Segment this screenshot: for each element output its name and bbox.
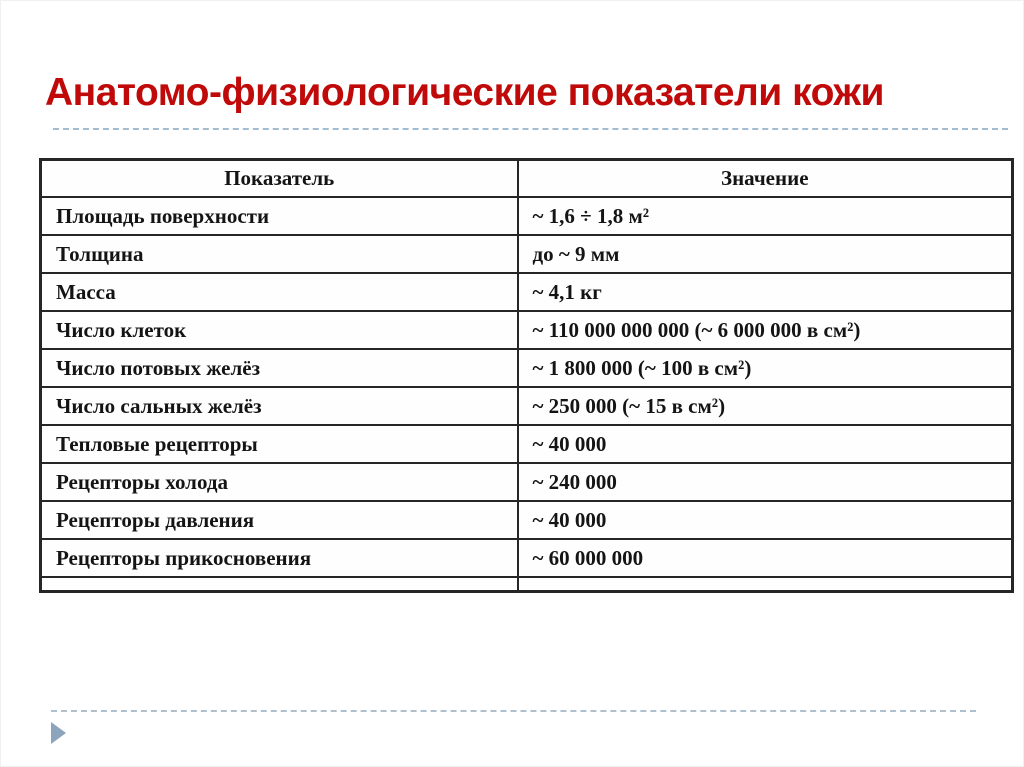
value-cell: ~ 1 800 000 (~ 100 в см²) [518, 349, 1013, 387]
indicator-cell: Тепловые рецепторы [41, 425, 518, 463]
value-cell: до ~ 9 мм [518, 235, 1013, 273]
indicator-cell: Число клеток [41, 311, 518, 349]
value-cell: ~ 4,1 кг [518, 273, 1013, 311]
indicator-cell: Число потовых желёз [41, 349, 518, 387]
value-cell: ~ 240 000 [518, 463, 1013, 501]
play-triangle-icon [51, 722, 66, 744]
indicator-cell: Рецепторы прикосновения [41, 539, 518, 577]
table-row [41, 539, 1013, 577]
skin-indicators-table [39, 158, 1014, 593]
table-row [41, 463, 1013, 501]
value-cell: ~ 40 000 [518, 501, 1013, 539]
footer-dashed-divider [51, 710, 976, 712]
column-header-value: Значение [518, 160, 1013, 198]
value-cell: ~ 60 000 000 [518, 539, 1013, 577]
indicator-cell: Число сальных желёз [41, 387, 518, 425]
table-row [41, 311, 1013, 349]
table-row [41, 387, 1013, 425]
value-cell: ~ 1,6 ÷ 1,8 м² [518, 197, 1013, 235]
table-row [41, 235, 1013, 273]
indicator-cell: Толщина [41, 235, 518, 273]
indicator-cell: Масса [41, 273, 518, 311]
table-row [41, 273, 1013, 311]
table-row [41, 349, 1013, 387]
column-header-indicator: Показатель [41, 160, 518, 198]
table-row [41, 425, 1013, 463]
value-cell-empty [518, 577, 1013, 592]
table-row [41, 501, 1013, 539]
value-cell: ~ 250 000 (~ 15 в см²) [518, 387, 1013, 425]
table-header-row [41, 160, 1013, 198]
indicator-cell: Рецепторы холода [41, 463, 518, 501]
slide-title: Анатомо-физиологические показатели кожи [45, 71, 885, 114]
indicator-cell: Рецепторы давления [41, 501, 518, 539]
indicator-cell-empty [41, 577, 518, 592]
indicator-cell: Площадь поверхности [41, 197, 518, 235]
title-underline-dashed-divider [53, 128, 1008, 130]
table-empty-bottom-row [41, 577, 1013, 592]
value-cell: ~ 110 000 000 000 (~ 6 000 000 в см²) [518, 311, 1013, 349]
value-cell: ~ 40 000 [518, 425, 1013, 463]
table-row [41, 197, 1013, 235]
